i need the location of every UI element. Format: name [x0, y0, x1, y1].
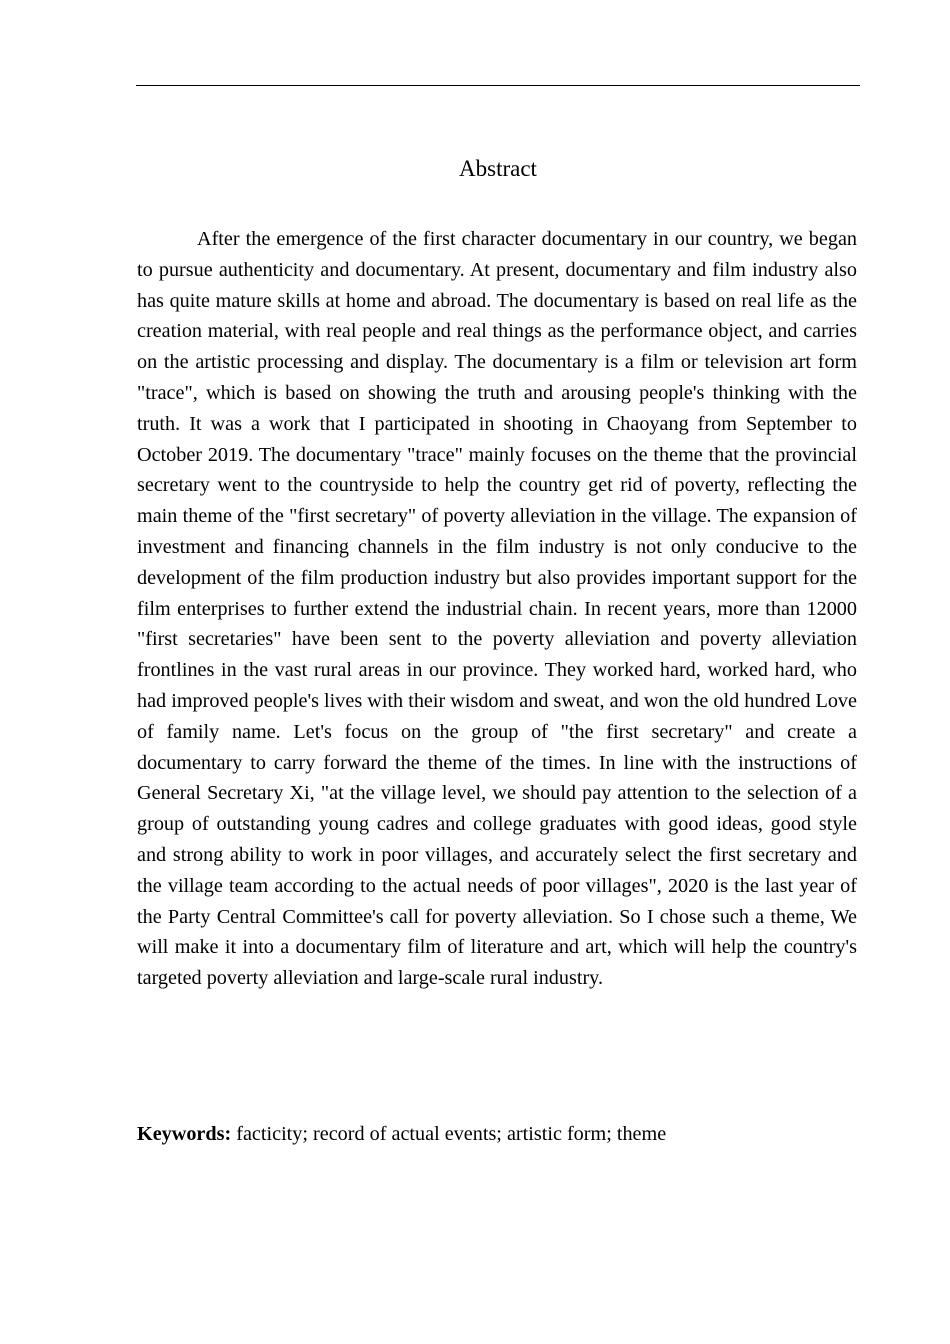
page-title: Abstract: [459, 156, 537, 181]
abstract-body: After the emergence of the first character documentary in our country, we began to pursue authenticity and documentary. At present, documentary and film industry also has quite mature skills at home and abroad. The documentary is based on real life as the creation material, with real people and real things as the performance object, and carries on the artistic processing and display. The documentary is a film or television art form "trace", which is based on showing the truth and arousing people's thinking with the truth. It was a work that I participated in shooting in Chaoyang from September to October 2019. The documentary "trace" mainly focuses on the theme that the provincial secretary went to the countryside to help the country get rid of poverty, reflecting the main theme of the "first secretary" of poverty alleviation in the village. The expansion of investment and financing channels in the film industry is not only conducive to the development of the film production industry but also provides important support for the film enterprises to further extend the industrial chain. In recent years, more than 12000 "first secretaries" have been sent to the poverty alleviation and poverty alleviation frontlines in the vast rural areas in our province. They worked hard, worked hard, who had improved people's lives with their wisdom and sweat, and won the old hundred Love of family name. Let's focus on the group of "the first secretary" and create a documentary to carry forward the theme of the times. In line with the instructions of General Secretary Xi, "at the village level, we should pay attention to the selection of a group of outstanding young cadres and college graduates with good ideas, good style and strong ability to work in poor villages, and accurately select the first secretary and the village team according to the actual needs of poor villages", 2020 is the last year of the Party Central Committee's call for poverty alleviation. So I chose such a theme, We will make it into a documentary film of literature and art, which will help the country's targeted poverty alleviation and large-scale rural industry.: [137, 228, 857, 990]
header-rule: [136, 85, 860, 86]
keywords-line: [137, 1119, 857, 1149]
keywords-label: Keywords:: [137, 1123, 232, 1145]
keywords-text: facticity; record of actual events; artistic form; theme: [231, 1123, 667, 1145]
